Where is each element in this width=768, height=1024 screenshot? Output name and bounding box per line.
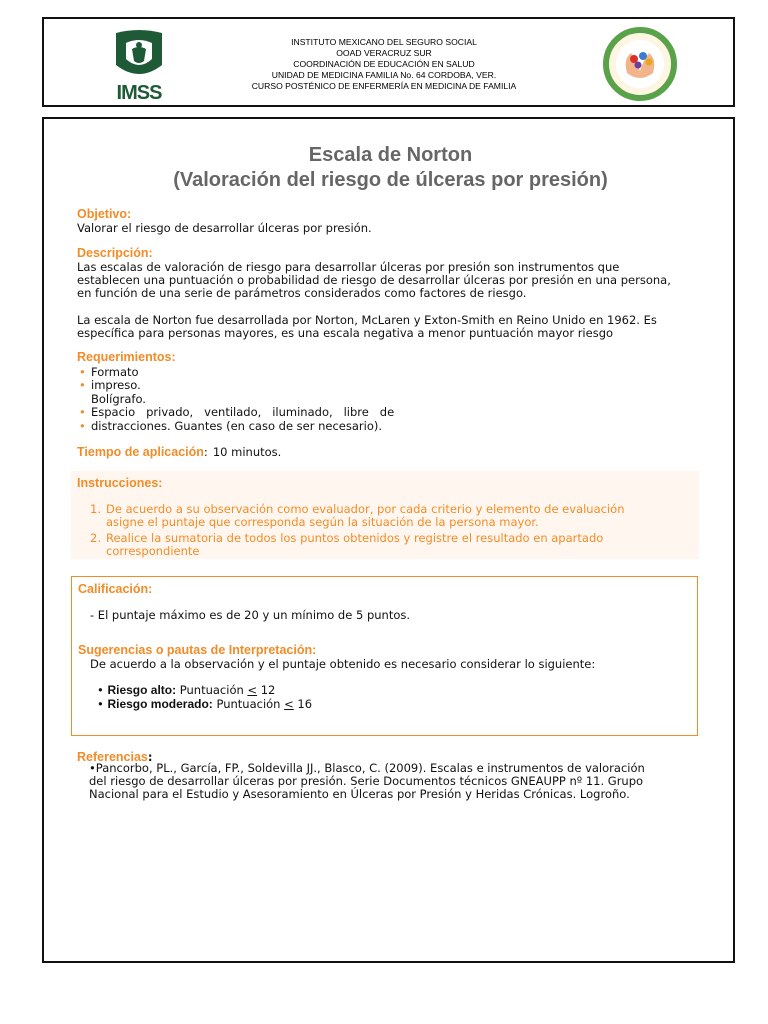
list-item — [90, 532, 650, 558]
objetivo-label: Objetivo: — [77, 207, 132, 221]
norton-paragraph — [77, 314, 707, 340]
document-header — [42, 17, 735, 107]
descripcion-text — [77, 261, 707, 300]
norton-line: La escala de Norton fue desarrollada por Norton, McLaren y Exton-Smith en Reino Unido en 1962. Es — [77, 313, 657, 327]
referencias-colon: : — [147, 750, 153, 764]
referencia-line: Nacional para el Estudio y Asesoramiento en Úlceras por Presión y Heridas Crónicas. Logroño. — [89, 787, 630, 801]
institution-line: COORDINACIÓN DE EDUCACIÓN EN SALUD — [293, 59, 475, 69]
list-item: • impreso. — [79, 378, 141, 393]
item-number: 2. — [90, 531, 101, 545]
list-item: Bolígrafo. — [91, 391, 146, 406]
tiempo-row — [77, 441, 281, 460]
item-number: 1. — [90, 502, 101, 516]
norton-line: específica para personas mayores, es una escala negativa a menor puntuación mayor riesgo — [77, 326, 614, 340]
riesgo-list — [97, 684, 312, 711]
calificacion-box — [71, 576, 698, 736]
list-item: • Espacio privado, ventilado, iluminado, libre de — [79, 405, 395, 420]
tiempo-label: Tiempo de aplicación — [77, 445, 204, 459]
sugerencias-label: Sugerencias o pautas de Interpretación: — [78, 643, 317, 657]
referencia-line: del riesgo de desarrollar úlceras por presión. Serie Documentos técnicos GNEAUPP nº 11. Grupo — [89, 774, 644, 788]
instrucciones-list — [90, 503, 650, 561]
referencia-line: •Pancorbo, PL., García, FP., Soldevilla JJ., Blasco, C. (2009). Escalas e instrumentos de valoración — [89, 761, 645, 775]
instruction-line: De acuerdo a su observación como evaluador, por cada criterio y elemento de evaluación — [106, 502, 625, 516]
doc-title: Escala de Norton — [308, 144, 473, 166]
imss-emblem-icon — [104, 29, 174, 85]
imss-logo — [104, 29, 174, 103]
requerimientos-list — [79, 366, 419, 433]
list-item: • distracciones. Guantes (en caso de ser necesario). — [79, 418, 383, 433]
referencias-label: Referencias — [77, 750, 148, 764]
descripcion-label: Descripción: — [77, 246, 153, 260]
list-item — [90, 503, 650, 529]
descripcion-line: establecen una puntuación o probabilidad de riesgo de desarrollar úlceras por presión en una persona, — [77, 273, 671, 287]
sugerencias-text: De acuerdo a la observación y el puntaje obtenido es necesario considerar lo siguiente: — [90, 657, 596, 671]
tiempo-colon: : — [203, 445, 208, 459]
doc-subtitle: (Valoración del riesgo de úlceras por presión) — [173, 169, 608, 191]
requerimientos-label: Requerimientos: — [77, 350, 176, 364]
instruction-line: correspondiente — [106, 544, 200, 558]
calificacion-label: Calificación: — [78, 582, 153, 596]
instruction-line: asigne el puntaje que corresponda según la situación de la persona mayor. — [106, 515, 539, 529]
riesgo-moderado: • Riesgo moderado: Puntuación < 16 — [97, 696, 313, 711]
specialty-logo — [601, 25, 679, 103]
document-body — [42, 117, 735, 963]
bullet-icon: • — [79, 418, 86, 433]
descripcion-line: en función de una serie de parámetros considerados como factores de riesgo. — [77, 286, 527, 300]
referencias-text — [89, 762, 719, 801]
bullet-icon: • — [79, 365, 86, 379]
institution-line: UNIDAD DE MEDICINA FAMILIA No. 64 CORDOBA, VER. — [271, 70, 497, 80]
institution-block — [194, 37, 574, 92]
riesgo-alto: • Riesgo alto: Puntuación < 12 — [97, 683, 276, 697]
family-medicine-seal-icon — [601, 25, 679, 103]
tiempo-value: 10 minutos. — [212, 445, 282, 459]
list-item: • Formato — [79, 365, 139, 379]
instruction-line: Realice la sumatoria de todos los puntos obtenidos y registre el resultado en apartado — [106, 531, 604, 545]
calificacion-text: - El puntaje máximo es de 20 y un mínimo de 5 puntos. — [90, 608, 411, 622]
institution-line: CURSO POSTÉNICO DE ENFERMERÍA EN MEDICINA DE FAMILIA — [251, 81, 517, 91]
objetivo-text: Valorar el riesgo de desarrollar úlceras por presión. — [77, 221, 372, 235]
imss-logo-text: IMSS — [116, 82, 162, 104]
bullet-icon: • — [79, 378, 86, 393]
institution-line: OOAD VERACRUZ SUR — [336, 48, 432, 58]
descripcion-line: Las escalas de valoración de riesgo para desarrollar úlceras por presión son instrumentos que — [77, 260, 620, 274]
bullet-icon: • — [79, 405, 86, 420]
instrucciones-label: Instrucciones: — [77, 476, 163, 490]
institution-line: INSTITUTO MEXICANO DEL SEGURO SOCIAL — [291, 37, 477, 47]
